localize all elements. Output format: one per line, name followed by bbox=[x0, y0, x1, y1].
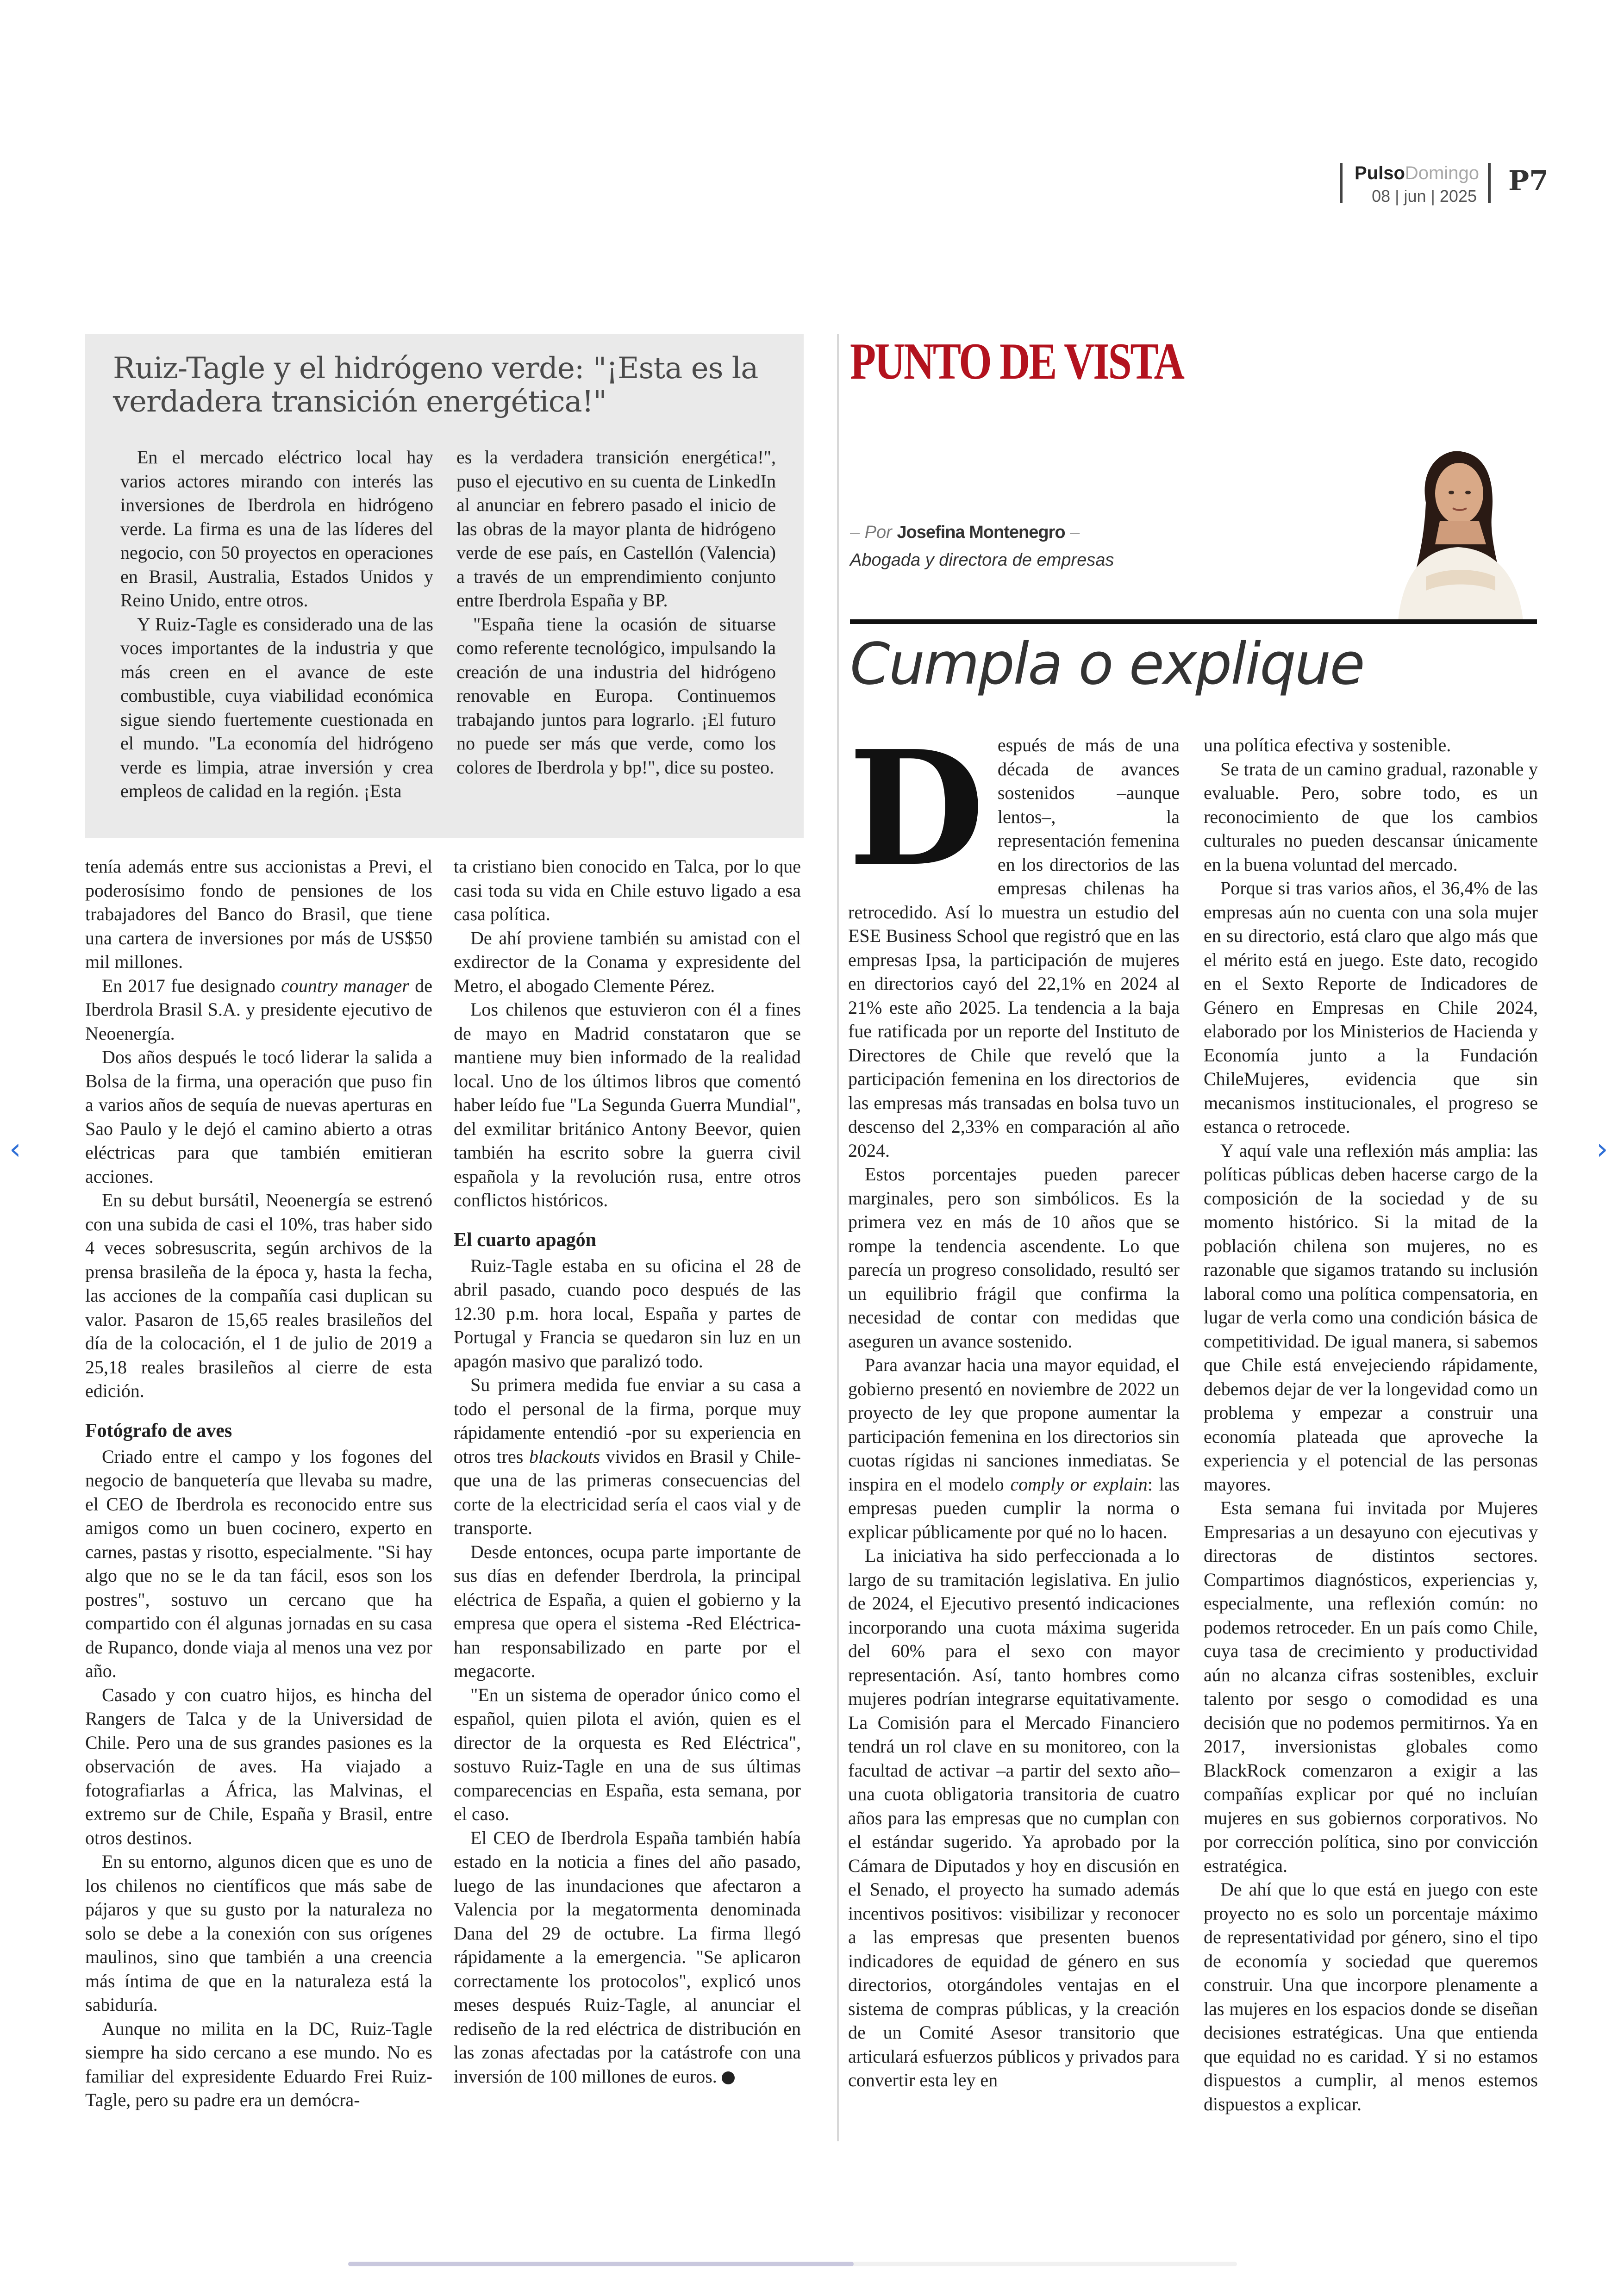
column-divider bbox=[837, 334, 839, 2141]
sidebar-paragraph: es la verdadera transición energética!", puso el ejecutivo en su cuenta de LinkedIn al anunciar en febrero pasado el inicio de las obras de la mayor planta de hidrógeno verde de ese país, en Castellón (Valencia) a través de un emprendimiento conjunto entre Iberdrola España y BP. bbox=[456, 447, 776, 611]
opinion-column-2 bbox=[1204, 733, 1538, 2116]
author-role: Abogada y directora de empresas bbox=[850, 550, 1114, 570]
opinion-headline: Cumpla o explique bbox=[850, 631, 1364, 698]
article-paragraph: tenía además entre sus accionistas a Previ, el poderosísimo fondo de pensiones de los trabajadores del Banco do Brasil, que tiene una cartera de inversiones por más de US$50 mil millones. bbox=[85, 856, 432, 972]
next-page-arrow-icon[interactable]: › bbox=[1596, 1132, 1608, 1166]
author-portrait-image bbox=[1370, 438, 1537, 620]
brand-primary: Pulso bbox=[1355, 163, 1405, 183]
opinion-paragraph: espués de más de una década de avances sostenidos –aunque lentos–, la representación femenina en los directorios de las empresas chilenas ha retrocedido. Así lo muestra un estudio del ESE Business School que registró que en las empresas Ipsa, la participación de mujeres en directorios cayó del 22,1% en 2024 al 21% este año 2025. La tendencia a la baja fue ratificada por un reporte del Instituto de Directores de Chile que reveló que la participación femenina en los directorios de las empresas más transadas en bolsa tuvo un descenso del 2,33% en comparación al año 2024. bbox=[848, 735, 1180, 1161]
sidebar-column-1 bbox=[120, 445, 433, 803]
author-photo bbox=[1370, 438, 1537, 620]
sidebar-paragraph: "España tiene la ocasión de situarse como referente tecnológico, impulsando la creación de una industria del hidrógeno renovable en Europa. Continuemos trabajando juntos para lograrlo. ¡El futuro no puede ser más que verde, como los colores de Iberdrola y bp!", dice su posteo. bbox=[456, 613, 776, 778]
article-subhead: Fotógrafo de aves bbox=[85, 1420, 232, 1441]
article-paragraph: Desde entonces, ocupa parte importante de sus días en defender Iberdrola, la principal eléctrica de España, a quien el gobierno y la empresa que opera el sistema -Red Eléctrica- han responsabilizado en parte por el megacorte. bbox=[454, 1541, 801, 1681]
emphasis-text: comply or explain bbox=[1010, 1473, 1148, 1495]
article-paragraph: Los chilenos que estuvieron con él a fines de mayo en Madrid constataron que se mantiene muy bien informado de la realidad local. Uno de los últimos libros que comentó haber leído fue "La Segunda Guerra Mundial", del exmilitar británico Antony Beevor, quien también ha escrito sobre la guerra civil española y la revolución rusa, entre otros conflictos históricos. bbox=[454, 999, 801, 1210]
sidebar-column-2 bbox=[456, 445, 776, 779]
header-divider-right bbox=[1488, 163, 1491, 203]
page-number: P7 bbox=[1508, 165, 1549, 197]
article-paragraph: Ruiz-Tagle estaba en su oficina el 28 de abril pasado, cuando poco después de las 12.30 p.m. hora local, España y partes de Portugal y Francia se quedaron sin luz en un apagón masivo que paralizó todo. bbox=[454, 1255, 801, 1372]
article-paragraph: ta cristiano bien conocido en Talca, por lo que casi toda su vida en Chile estuvo ligado a esa casa política. bbox=[454, 856, 801, 924]
article-subhead: El cuarto apagón bbox=[454, 1229, 597, 1251]
section-title: PUNTO DE VISTA bbox=[850, 333, 1183, 390]
brand-secondary: Domingo bbox=[1405, 163, 1479, 183]
end-of-article-icon: P bbox=[722, 2071, 735, 2084]
opinion-paragraph: Y aquí vale una reflexión más amplia: las políticas públicas deben hacerse cargo de la composición de la sociedad y de su momento histórico. Si la mitad de la población chilena son mujeres, no es razonable que sigamos tratando su inclusión laboral como una política compensatoria, en lugar de verla como una condición básica de competitividad. De igual manera, si sabemos que Chile está envejeciendo rápidamente, debemos dejar de ver la longevidad como un problema y empezar a construir una economía plateada que aproveche la experiencia y el potencial de las personas mayores. bbox=[1204, 1140, 1538, 1495]
article-paragraph: Su primera medida fue enviar a su casa a todo el personal de la firma, porque muy rápidamente entendió -por su experiencia en otros tres blackouts vividos en Brasil y Chile- que una de las primeras consecuencias del corte de la electricidad sería el caos vial y de transporte. bbox=[454, 1374, 801, 1538]
headline-rule bbox=[850, 619, 1537, 624]
article-paragraph: Casado y con cuatro hijos, es hincha del Rangers de Talca y de la Universidad de Chile. Pero una de sus grandes pasiones es la observación de aves. Ha viajado a fotografiarlas a África, las Malvinas, el extremo sur de Chile, España y Brasil, entre otros destinos. bbox=[85, 1684, 432, 1848]
opinion-paragraph: Esta semana fui invitada por Mujeres Empresarias a un desayuno con ejecutivas y directoras de distintos sectores. Compartimos diagnósticos, experiencias y, especialmente, una reflexión común: no podemos retroceder. En un país como Chile, cuya tasa de crecimiento y productividad aún no alcanza cifras sostenibles, excluir talento por sesgo o comodidad es una decisión que no podemos permitirnos. Ya en 2017, inversionistas globales como BlackRock comenzaron a exigir a las compañías explicar por qué no incluían mujeres en sus gobiernos corporativos. No por corrección política, sino por convicción estratégica. bbox=[1204, 1497, 1538, 1876]
opinion-paragraph: Para avanzar hacia una mayor equidad, el gobierno presentó en noviembre de 2022 un proyecto de ley que propone aumentar la participación femenina en los directorios sin cuotas rígidas ni sanciones inmediatas. Se inspira en el modelo comply or explain: las empresas pueden cumplir la norma o explicar públicamente por qué no lo hacen. bbox=[848, 1354, 1180, 1542]
header-divider-left bbox=[1340, 163, 1343, 203]
article-paragraph: "En un sistema de operador único como el español, quien pilota el avión, quien es el director de la orquesta es Red Eléctrica", sostuvo Ruiz-Tagle en una de sus últimas comparecencias en España, esta semana, por el caso. bbox=[454, 1684, 801, 1824]
author-prefix: Por bbox=[864, 523, 892, 542]
publication-brand bbox=[1355, 163, 1477, 206]
article-paragraph: En 2017 fue designado country manager de Iberdrola Brasil S.A. y presidente ejecutivo de Neoenergía. bbox=[85, 975, 432, 1044]
sidebar-paragraph: Y Ruiz-Tagle es considerado una de las voces importantes de la industria y que más creen en el avance de este combustible, cuya viabilidad económica sigue siendo fuertemente cuestionada en el mundo. "La economía del hidrógeno verde es limpia, atrae inversión y crea empleos de calidad en la región. ¡Esta bbox=[120, 613, 433, 801]
author-byline: – Por Josefina Montenegro – Abogada y directora de empresas bbox=[850, 518, 1114, 574]
opinion-paragraph: Se trata de un camino gradual, razonable y evaluable. Pero, sobre todo, es un reconocimiento de que los cambios culturales no pueden descansar únicamente en la buena voluntad del mercado. bbox=[1204, 758, 1538, 875]
sidebar-paragraph: En el mercado eléctrico local hay varios actores mirando con interés las inversiones de Iberdrola en hidrógeno verde. La firma es una de las líderes del negocio, con 50 proyectos en operaciones en Brasil, Australia, Estados Unidos y Reino Unido, entre otros. bbox=[120, 447, 433, 611]
article-paragraph: Criado entre el campo y los fogones del negocio de banquetería que llevaba su madre, el CEO de Iberdrola es reconocido entre sus amigos como un buen cocinero, experto en carnes, pastas y risotto, especialmente. "Si hay algo que no se le da tan fácil, esos son los postres", sostuvo un cercano que ha compartido con él algunas jornadas en su casa de Rupanco, donde viaja al menos una vez por año. bbox=[85, 1446, 432, 1681]
opinion-paragraph: Porque si tras varios años, el 36,4% de las empresas aún no cuenta con una sola mujer en su directorio, está claro que algo más que el mérito está en juego. Este dato, recogido en el Sexto Reporte de Indicadores de Género en Empresas en Chile 2024, elaborado por los Ministerios de Hacienda y Economía junto a la Fundación ChileMujeres, evidencia que sin mecanismos institucionales, el progreso se estanca o retrocede. bbox=[1204, 878, 1538, 1137]
emphasis-text: country manager bbox=[281, 975, 409, 996]
article-paragraph: En su entorno, algunos dicen que es uno de los chilenos no científicos que más sabe de pájaros y que su gusto por la naturaleza no solo se debe a la conexión con sus orígenes maulinos, sino que también a una creencia más íntima de que en la naturaleza está la sabiduría. bbox=[85, 1851, 432, 2015]
article-column-2 bbox=[454, 854, 801, 2088]
author-name: Josefina Montenegro bbox=[897, 523, 1065, 542]
opinion-paragraph: una política efectiva y sostenible. bbox=[1204, 735, 1451, 755]
article-paragraph: En su debut bursátil, Neoenergía se estrenó con una subida de casi el 10%, tras haber sido 4 veces sobresuscrita, según archivos de la prensa brasileña de la época y, hasta la fecha, las acciones de la compañía casi duplican su valor. Pasaron de 15,65 reales brasileños del día de la colocación, el 1 de julio de 2019 a 25,18 reales brasileños al cierre de esta edición. bbox=[85, 1190, 432, 1401]
article-column-1 bbox=[85, 854, 432, 2112]
drop-cap: D bbox=[848, 717, 985, 901]
article-paragraph: De ahí proviene también su amistad con el exdirector de la Conama y expresidente del Metro, el abogado Clemente Pérez. bbox=[454, 927, 801, 996]
article-paragraph: Aunque no milita en la DC, Ruiz-Tagle siempre ha sido cercano a ese mundo. No es familiar del expresidente Eduardo Frei Ruiz-Tagle, pero su padre era un demócra- bbox=[85, 2018, 432, 2110]
issue-date: 08 | jun | 2025 bbox=[1372, 187, 1477, 206]
article-paragraph: Dos años después le tocó liderar la salida a Bolsa de la firma, una operación que puso fin a varios años de sequía de nuevas aperturas en Sao Paulo y le dejó el camino abierto a otras eléctricas para que también emitieran acciones. bbox=[85, 1047, 432, 1187]
article-paragraph: El CEO de Iberdrola España también había estado en la noticia a fines del año pasado, luego de las inundaciones que afectaron a Valencia por la megatormenta denominada Dana del 29 de octubre. La firma llegó rápidamente a la emergencia. "Se aplicaron correctamente los protocolos", explicó unos meses después Ruiz-Tagle, al anunciar el rediseño de la red eléctrica de distribución en las zonas afectadas por la catástrofe con una inversión de 100 millones de euros. P bbox=[454, 1827, 801, 2087]
sidebar-title: Ruiz-Tagle y el hidrógeno verde: "¡Esta es la verdadera transición energética!" bbox=[113, 351, 758, 419]
opinion-paragraph: La iniciativa ha sido perfeccionada a lo largo de su tramitación legislativa. En julio de 2024, el Ejecutivo presentó indicaciones incorporando una cuota máxima sugerida del 60% para el sexo con mayor representación. Así, tanto hombres como mujeres podrían integrarse equitativamente. La Comisión para el Mercado Financiero tendrá un rol clave en su monitoreo, con la facultad de activar –a partir del sexto año– una cuota obligatoria transitoria de cuatro años para las empresas que no cumplan con el estándar sugerido. Ya aprobado por la Cámara de Diputados y hoy en discusión en el Senado, el proyecto ha sumado además incentivos positivos: visibilizar y reconocer a las empresas que presenten buenos indicadores de equidad de género en sus directorios, otorgándoles ventajas en el sistema de compras públicas, y la creación de un Comité Asesor transitorio que articulará esfuerzos públicos y privados para convertir esta ley en bbox=[848, 1545, 1180, 2090]
opinion-column-1 bbox=[848, 717, 1180, 2092]
horizontal-scrollbar-thumb[interactable] bbox=[348, 2262, 854, 2266]
previous-page-arrow-icon[interactable]: ‹ bbox=[9, 1132, 21, 1166]
opinion-paragraph: Estos porcentajes pueden parecer marginales, pero son simbólicos. Es la primera vez en más de 10 años que se rompe la tendencia ascendente. Lo que parecía un progreso consolidado, resultó ser un equilibrio frágil que confirma la necesidad de contar con medidas que aseguren un avance sostenido. bbox=[848, 1164, 1180, 1352]
emphasis-text: blackouts bbox=[529, 1446, 600, 1467]
opinion-paragraph: De ahí que lo que está en juego con este proyecto no es solo un porcentaje máximo de representatividad por género, sino el tipo de economía y sociedad que queremos construir. Una que incorpore plenamente a las mujeres en los espacios donde se diseñan decisiones estratégicas. Una que entienda que equidad no es caridad. Y si no estamos dispuestos a cumplir, al menos estemos dispuestos a explicar. bbox=[1204, 1879, 1538, 2114]
